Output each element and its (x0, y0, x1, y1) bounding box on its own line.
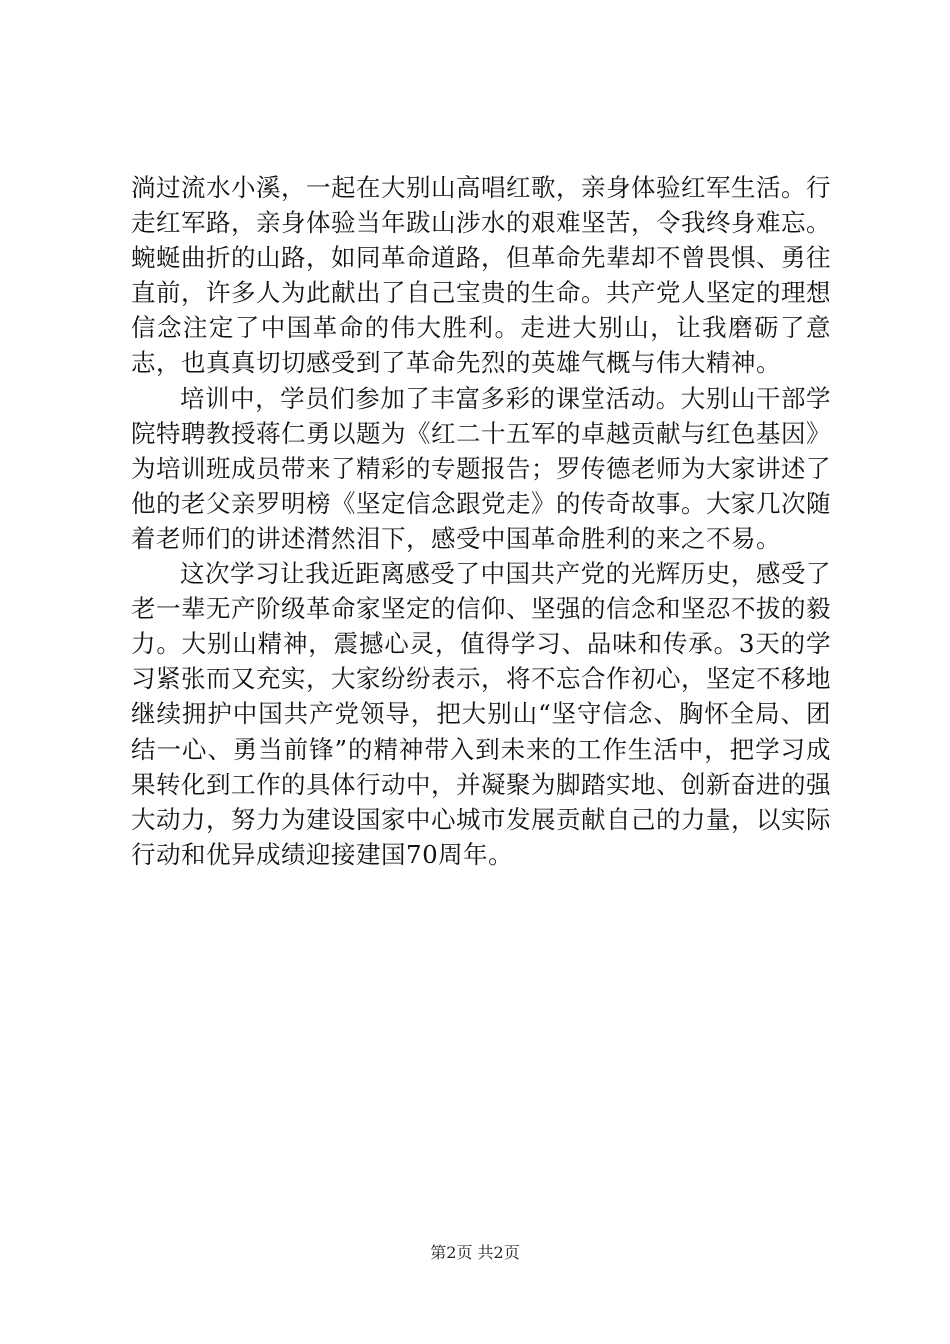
paragraph-1: 淌过流水小溪，一起在大别山高唱红歌，亲身体验红军生活。行走红军路，亲身体验当年跋山涉水的艰难坚苦，令我终身难忘。蜿蜒曲折的山路，如同革命道路，但革命先辈却不曾畏惧、勇往直前，许多人为此献出了自己宝贵的生命。共产党人坚定的理想信念注定了中国革命的伟大胜利。走进大别山，让我磨砺了意志，也真真切切感受到了革命先烈的英雄气概与伟大精神。 (131, 173, 831, 378)
page-footer: 第2页 共2页 (430, 1243, 520, 1262)
paragraph-3: 这次学习让我近距离感受了中国共产党的光辉历史，感受了老一辈无产阶级革命家坚定的信仰、坚强的信念和坚忍不拔的毅力。大别山精神，震撼心灵，值得学习、品味和传承。3天的学习紧张而又充实，大家纷纷表示，将不忘合作初心，坚定不移地继续拥护中国共产党领导，把大别山“坚守信念、胸怀全局、团结一心、勇当前锋”的精神带入到未来的工作生活中，把学习成果转化到工作的具体行动中，并凝聚为脚踏实地、创新奋进的强大动力，努力为建设国家中心城市发展贡献自己的力量，以实际行动和优异成绩迎接建国70周年。 (131, 559, 831, 869)
document-body (131, 170, 831, 872)
paragraph-2: 培训中，学员们参加了丰富多彩的课堂活动。大别山干部学院特聘教授蒋仁勇以题为《红二十五军的卓越贡献与红色基因》为培训班成员带来了精彩的专题报告；罗传德老师为大家讲述了他的老父亲罗明榜《坚定信念跟党走》的传奇故事。大家几次随着老师们的讲述潸然泪下，感受中国革命胜利的来之不易。 (131, 383, 831, 553)
